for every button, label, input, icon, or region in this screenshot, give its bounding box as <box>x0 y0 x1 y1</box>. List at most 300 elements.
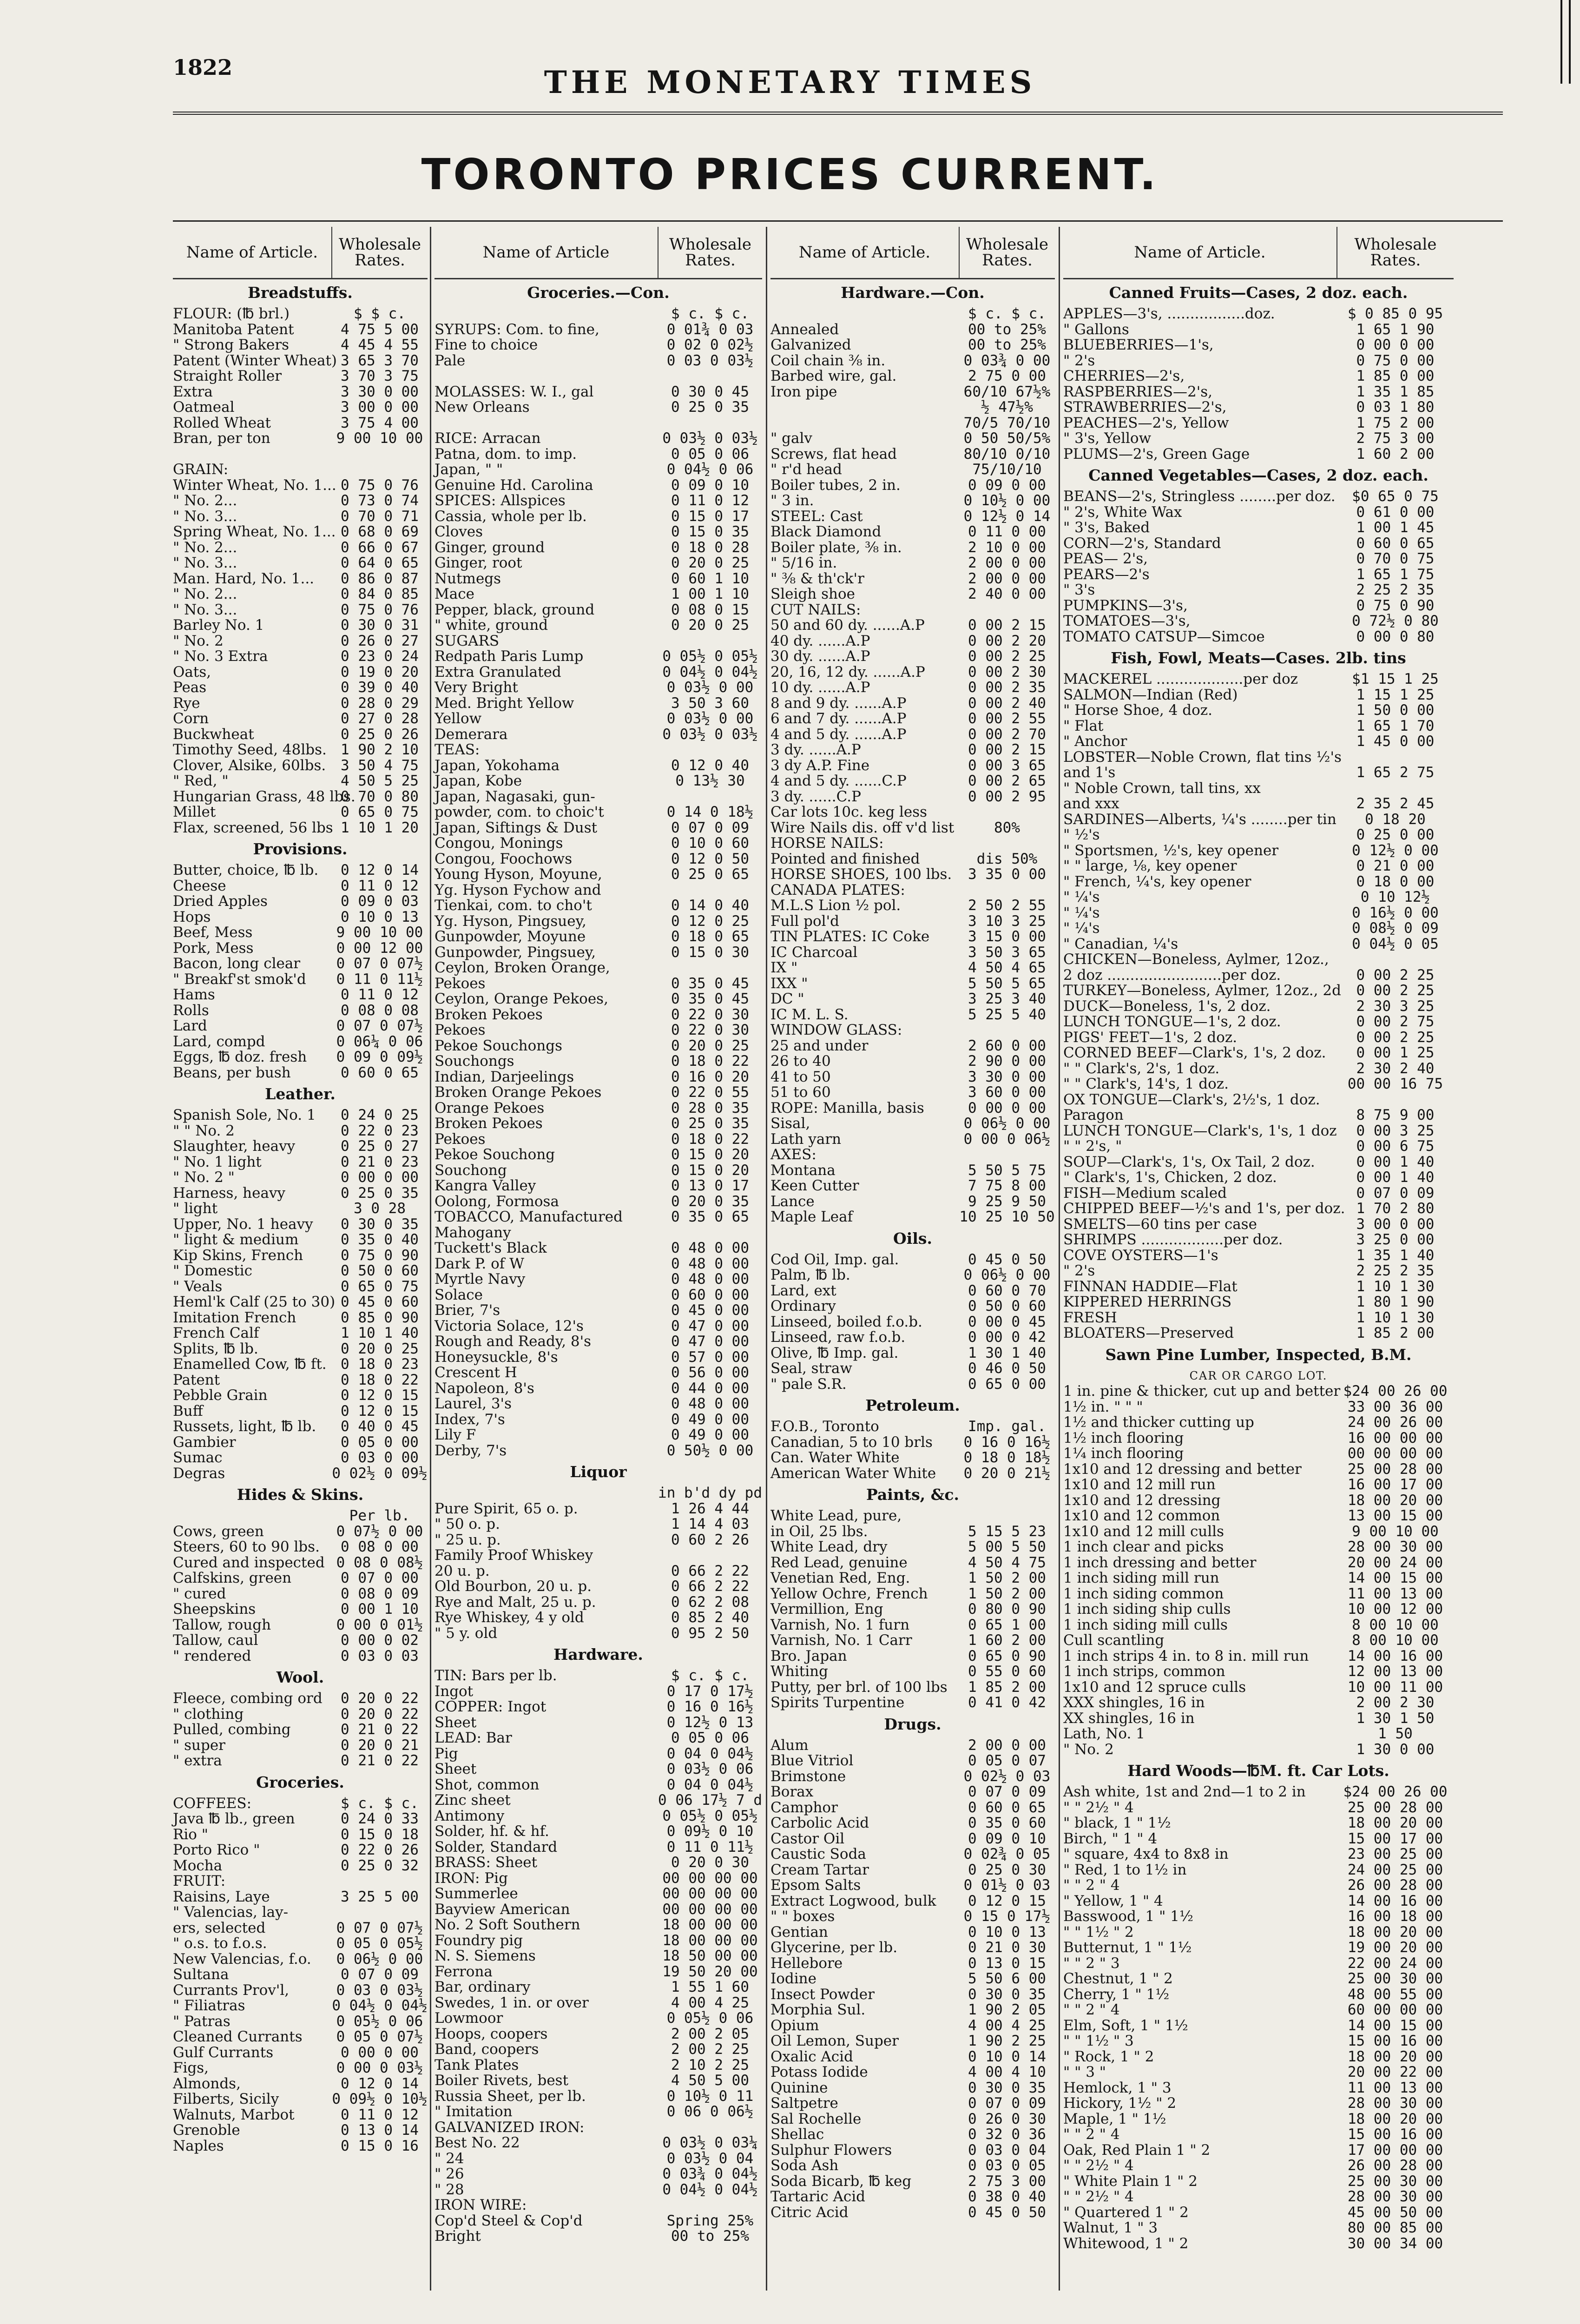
wholesale-rate: 0 55 0 60 <box>968 1663 1046 1680</box>
table-row <box>434 976 762 992</box>
wholesale-rate: 0 12 0 25 <box>671 912 749 930</box>
table-row <box>173 1586 428 1602</box>
table-row <box>173 416 428 431</box>
article-name: " " 2½ " 4 <box>1063 1799 1134 1816</box>
wholesale-rate: 9 25 9 50 <box>968 1193 1046 1210</box>
table-row <box>1063 999 1454 1015</box>
wholesale-rate: ½ 47½% <box>981 399 1033 416</box>
wholesale-rate: 2 00 0 00 <box>968 555 1046 571</box>
wholesale-rate: 0 17 0 17½ <box>666 1683 754 1700</box>
table-row <box>434 2089 762 2105</box>
article-name: Orange Pekoes <box>434 1099 545 1116</box>
article-name: Barley No. 1 <box>173 617 264 634</box>
wholesale-rate: 10 25 10 50 <box>959 1208 1055 1225</box>
article-name: Honeysuckle, 8's <box>434 1348 558 1366</box>
wholesale-rate: 0 07½ 0 00 <box>336 1523 423 1540</box>
table-row <box>173 353 428 369</box>
table-row <box>770 960 1055 976</box>
table-row <box>770 1070 1055 1085</box>
wholesale-rate: 0 08 0 09 <box>341 1585 419 1602</box>
article-name: Cop'd Steel & Cop'd <box>434 2212 583 2229</box>
article-name: Index, 7's <box>434 1411 505 1428</box>
article-name: " Horse Shoe, 4 doz. <box>1063 702 1212 719</box>
article-name: XXX shingles, 16 in <box>1063 1694 1205 1711</box>
article-name: Solder, hf. & hf. <box>434 1823 549 1840</box>
article-name: Opium <box>770 2017 819 2034</box>
table-row <box>173 1388 428 1404</box>
article-name: 1 inch siding common <box>1063 1585 1224 1602</box>
article-name: 1½ inch flooring <box>1063 1429 1184 1446</box>
table-row <box>1063 1586 1454 1602</box>
table-row <box>1063 431 1454 447</box>
wholesale-rate: 3 70 3 75 <box>341 368 419 384</box>
article-name: " No. 3 Extra <box>173 648 268 665</box>
table-row <box>1063 505 1454 521</box>
wholesale-rate: 0 13 0 14 <box>341 2122 419 2139</box>
wholesale-rate: 2 50 2 55 <box>968 897 1046 914</box>
section-heading <box>173 1664 428 1691</box>
table-row <box>173 1341 428 1357</box>
wholesale-rate: 0 00 2 20 <box>968 632 1046 649</box>
article-name: Laurel, 3's <box>434 1395 512 1412</box>
article-name: Seal, straw <box>770 1360 852 1377</box>
wholesale-rate: 16 00 17 00 <box>1347 1476 1443 1493</box>
article-name: 1 inch siding mill run <box>1063 1570 1219 1586</box>
article-name: Borax <box>770 1783 814 1800</box>
wholesale-rate: 0 03 1 80 <box>1356 399 1435 416</box>
wholesale-rate <box>959 883 1055 898</box>
article-name: powder, com. to choic't <box>434 804 604 820</box>
article-name: Nutmegs <box>434 570 501 587</box>
article-name: " " large, ⅛, key opener <box>1063 858 1237 874</box>
wholesale-rate: 0 75 0 00 <box>1356 352 1435 369</box>
table-row <box>1063 890 1454 905</box>
wholesale-rate: 0 00 2 95 <box>968 788 1046 805</box>
table-row <box>770 571 1055 587</box>
wholesale-rate: 0 14 0 18½ <box>666 804 754 820</box>
table-row <box>770 2158 1055 2174</box>
table-row <box>1063 952 1454 968</box>
wholesale-rate: 0 03½ 0 04 <box>666 2150 754 2167</box>
header-rates: Wholesale Rates. <box>658 227 762 279</box>
article-name: Brimstone <box>770 1768 846 1785</box>
wholesale-rate: 18 00 00 00 <box>662 1916 758 1933</box>
wholesale-rate: 0 20 0 25 <box>671 555 749 571</box>
table-row <box>770 634 1055 649</box>
table-row <box>1063 1045 1454 1061</box>
wholesale-rate: 0 24 0 33 <box>341 1810 419 1827</box>
table-row <box>434 1007 762 1023</box>
article-name: Extra <box>173 383 213 400</box>
table-row <box>770 509 1055 525</box>
wholesale-rate: 18 00 20 00 <box>1347 1815 1443 1831</box>
wholesale-rate: 3 25 5 00 <box>341 1888 419 1905</box>
table-row <box>1063 2096 1454 2112</box>
wholesale-rate: 1 65 1 75 <box>1356 566 1435 583</box>
article-name: " Anchor <box>1063 733 1127 750</box>
article-name: PEACHES—2's, Yellow <box>1063 414 1229 431</box>
wholesale-rate: 60/10 67½% <box>963 383 1051 400</box>
table-row <box>1063 1816 1454 1831</box>
wholesale-rate: 0 12 0 50 <box>671 850 749 867</box>
wholesale-rate: 0 60 0 00 <box>671 1286 749 1303</box>
table-row <box>770 1330 1055 1346</box>
table-row <box>1063 1108 1454 1123</box>
wholesale-rate: 0 18 0 22 <box>671 1130 749 1148</box>
article-name: Coil chain ⅜ in. <box>770 352 886 369</box>
table-row <box>1063 1539 1454 1555</box>
column-divider <box>430 227 431 2291</box>
table-row <box>434 462 762 478</box>
wholesale-rate: 3 15 0 00 <box>968 928 1046 945</box>
wholesale-rate: 18 00 00 00 <box>662 1932 758 1949</box>
wholesale-rate: 0 10 0 14 <box>968 2048 1046 2065</box>
table-row <box>434 2058 762 2073</box>
table-row <box>434 2135 762 2151</box>
table-row <box>1063 1602 1454 1618</box>
table-row <box>434 416 762 431</box>
article-name: Potass Iodide <box>770 2064 868 2080</box>
table-row <box>1063 1326 1454 1341</box>
wholesale-rate: 0 04½ 0 04½ <box>332 1997 428 2014</box>
wholesale-rate: 0 47 0 00 <box>671 1317 749 1334</box>
article-name: Bran, per ton <box>173 430 270 447</box>
table-row <box>173 665 428 680</box>
table-row <box>1063 1925 1454 1941</box>
article-name: " 3 in. <box>770 492 814 509</box>
table-row <box>434 306 762 322</box>
article-name: " No. 2... <box>173 492 237 509</box>
article-name: " 26 <box>434 2166 464 2182</box>
wholesale-rate: 4 50 5 25 <box>341 772 419 789</box>
table-row <box>1063 536 1454 552</box>
table-row <box>1063 2158 1454 2174</box>
article-name: PEARS—2's <box>1063 566 1150 583</box>
header-rates: Wholesale Rates. <box>332 227 428 279</box>
table-row <box>173 1279 428 1295</box>
article-name: Raisins, Laye <box>173 1888 270 1905</box>
article-name: Pig <box>434 1745 458 1762</box>
article-name: 30 dy. ......A.P <box>770 648 870 665</box>
table-row <box>1063 1847 1454 1862</box>
article-name: Lard <box>173 1017 207 1034</box>
table-row <box>770 929 1055 945</box>
wholesale-rate: 00 00 00 00 <box>1347 1445 1443 1462</box>
wholesale-rate: 0 00 0 00 <box>341 1169 419 1186</box>
wholesale-rate: 0 75 0 90 <box>341 1247 419 1264</box>
table-row <box>1063 2049 1454 2065</box>
article-name: " " 2 " 3 <box>1063 1954 1120 1972</box>
section-note-text: CAR OR CARGO LOT. <box>1189 1369 1328 1382</box>
table-row <box>434 571 762 587</box>
wholesale-rate: 30 00 34 00 <box>1347 2235 1443 2252</box>
article-name: Victoria Solace, 12's <box>434 1317 584 1334</box>
table-row <box>173 1123 428 1139</box>
wholesale-rate: 0 25 0 35 <box>671 1115 749 1132</box>
wholesale-rate: 70/5 70/10 <box>963 414 1051 431</box>
table-row <box>770 322 1055 338</box>
wholesale-rate: 0 06½ 0 00 <box>963 1115 1051 1132</box>
article-name: Hoops, coopers <box>434 2025 548 2042</box>
table-row <box>434 2042 762 2058</box>
article-name: Shot, common <box>434 1776 540 1793</box>
article-name: 3 dy. ......A.P <box>770 741 861 758</box>
table-row <box>1063 1680 1454 1696</box>
table-row <box>434 836 762 852</box>
article-name: Porto Rico " <box>173 1842 260 1858</box>
wholesale-rate: 0 70 0 75 <box>1356 550 1435 567</box>
wholesale-rate: 0 38 0 40 <box>968 2188 1046 2205</box>
wholesale-rate: 0 00 1 40 <box>1356 1169 1435 1186</box>
article-name: Hops <box>173 908 211 925</box>
table-row <box>173 1738 428 1754</box>
column-divider <box>766 227 767 2291</box>
wholesale-rate: 0 11 0 12 <box>341 877 419 894</box>
header-rates: Wholesale Rates. <box>959 227 1055 279</box>
wholesale-rate: 0 10 0 60 <box>671 835 749 852</box>
wholesale-rate: 15 00 16 00 <box>1347 2033 1443 2049</box>
table-row <box>173 1633 428 1649</box>
table-row <box>434 1684 762 1700</box>
article-name: Swedes, 1 in. or over <box>434 1994 589 2011</box>
article-name: IXX " <box>770 975 808 992</box>
wholesale-rate: 19 00 20 00 <box>1347 1939 1443 1956</box>
table-row <box>173 1248 428 1264</box>
table-row <box>173 1419 428 1435</box>
section-title: Hardware. <box>553 1645 643 1664</box>
article-name: " No. 2... <box>173 539 237 556</box>
article-name: Can. Water White <box>770 1449 900 1466</box>
article-name: 51 to 60 <box>770 1084 831 1101</box>
table-row <box>434 2120 762 2136</box>
wholesale-rate: 0 15 0 17 <box>671 508 749 525</box>
wholesale-rate: 0 12 0 14 <box>341 862 419 878</box>
section-heading <box>770 1481 1055 1508</box>
article-name: New Orleans <box>434 399 530 416</box>
article-name: 6 and 7 dy. ......A.P <box>770 710 907 727</box>
table-row <box>434 1163 762 1179</box>
table-row <box>1063 1742 1454 1758</box>
wholesale-rate <box>959 1147 1055 1163</box>
table-row <box>173 941 428 957</box>
table-row <box>770 1602 1055 1618</box>
wholesale-rate: 0 00 0 00 <box>341 2044 419 2061</box>
wholesale-rate: 4 50 5 00 <box>671 2072 749 2089</box>
section-title: Canned Fruits—Cases, 2 doz. each. <box>1109 284 1408 302</box>
article-name: Steers, 60 to 90 lbs. <box>173 1538 320 1555</box>
table-row <box>770 602 1055 618</box>
wholesale-rate: 1 15 1 25 <box>1356 686 1435 703</box>
wholesale-rate: 0 18 0 00 <box>1356 873 1435 890</box>
article-name: and 1's <box>1063 764 1116 781</box>
section-heading <box>434 1459 762 1486</box>
article-name: Basswood, 1 " 1½ <box>1063 1908 1193 1925</box>
article-name: Tienkai, com. to cho't <box>434 897 592 914</box>
table-row <box>434 1023 762 1038</box>
article-name: LEAD: Bar <box>434 1730 512 1746</box>
article-name: Linseed, raw f.o.b. <box>770 1329 906 1346</box>
wholesale-rate <box>658 1225 762 1241</box>
table-row <box>434 1178 762 1194</box>
header-name: Name of Article. <box>173 227 332 279</box>
table-row <box>1063 306 1454 322</box>
table-row <box>770 1194 1055 1210</box>
wholesale-rate: 0 03 0 03½ <box>336 1981 423 1999</box>
wholesale-rate: 0 03½ 0 03½ <box>662 726 758 743</box>
wholesale-rate: 0 18 20 <box>1365 811 1426 828</box>
table-row <box>770 2018 1055 2034</box>
article-name: 1 inch siding ship culls <box>1063 1601 1231 1618</box>
table-row <box>173 2060 428 2076</box>
wholesale-rate: 0 00 2 70 <box>968 726 1046 743</box>
wholesale-rate: 0 60 2 26 <box>671 1531 749 1548</box>
article-name: Almonds, <box>173 2075 241 2092</box>
table-row <box>173 1263 428 1279</box>
article-name: Figs, <box>173 2060 209 2076</box>
wholesale-rate: 0 80 0 90 <box>968 1601 1046 1618</box>
table-row <box>770 742 1055 758</box>
article-name: Olive, ℔ Imp. gal. <box>770 1344 899 1361</box>
article-name: Canadian, 5 to 10 brls <box>770 1433 933 1451</box>
article-name: Morphia Sul. <box>770 2001 866 2018</box>
table-row <box>770 1268 1055 1283</box>
table-row <box>1063 1956 1454 1972</box>
article-name: Japan, Yokohama <box>434 757 560 774</box>
wholesale-rate: 13 00 15 00 <box>1347 1507 1443 1524</box>
article-name: " ⅜ & th'ck'r <box>770 570 864 587</box>
table-row <box>434 1350 762 1366</box>
wholesale-rate: 0 04 0 04½ <box>666 1745 754 1762</box>
wholesale-rate: 0 00 2 25 <box>1356 1029 1435 1046</box>
wholesale-rate: 0 11 0 11½ <box>666 1838 754 1855</box>
article-name: Ordinary <box>770 1298 836 1314</box>
article-name: Sheet <box>434 1761 477 1777</box>
table-row <box>1063 400 1454 416</box>
wholesale-rate <box>1337 781 1454 797</box>
article-name: Full pol'd <box>770 912 839 930</box>
wholesale-rate: 0 24 0 25 <box>341 1107 419 1123</box>
wholesale-rate: 2 00 2 25 <box>671 2041 749 2058</box>
wholesale-rate: 0 60 0 65 <box>1356 535 1435 552</box>
wholesale-rate: 8 00 10 00 <box>1352 1616 1439 1633</box>
table-row <box>1063 2174 1454 2190</box>
wholesale-rate: 5 50 5 65 <box>968 975 1046 992</box>
table-row <box>173 1065 428 1081</box>
table-row <box>1063 1155 1454 1170</box>
section-title: Hard Woods—℔M. ft. Car Lots. <box>1127 1762 1389 1780</box>
article-name: " 3's, Baked <box>1063 519 1150 536</box>
table-row <box>770 1940 1055 1956</box>
article-name: Yellow Ochre, French <box>770 1585 928 1602</box>
table-row <box>770 1539 1055 1555</box>
article-name: Man. Hard, No. 1... <box>173 570 315 587</box>
article-name: Broken Orange Pekoes <box>434 1084 602 1101</box>
table-row <box>173 1691 428 1707</box>
wholesale-rate: 0 18 0 65 <box>671 928 749 945</box>
article-name: Camphor <box>770 1799 838 1816</box>
wholesale-rate: 0 21 0 23 <box>341 1153 419 1170</box>
table-row <box>173 2045 428 2061</box>
wholesale-rate: 0 68 0 69 <box>341 523 419 540</box>
article-name: " Gallons <box>1063 321 1129 338</box>
wholesale-rate: 0 11 0 12 <box>341 986 419 1003</box>
article-name: " clothing <box>173 1705 244 1723</box>
table-row <box>173 894 428 910</box>
article-name: Whiting <box>770 1663 828 1680</box>
article-name: Chestnut, 1 " 2 <box>1063 1970 1173 1987</box>
article-name: 1½ and thicker cutting up <box>1063 1414 1254 1431</box>
article-name: Calfskins, green <box>173 1570 292 1586</box>
wholesale-rate: 0 03 0 03 <box>341 1647 419 1664</box>
section-title: Hides & Skins. <box>237 1486 364 1504</box>
wholesale-rate: 3 35 0 00 <box>968 866 1046 883</box>
article-name: Elm, Soft, 1 " 1½ <box>1063 2017 1188 2034</box>
article-name: in Oil, 25 lbs. <box>770 1523 868 1540</box>
table-row <box>770 773 1055 789</box>
article-name: Rolls <box>173 1002 209 1019</box>
wholesale-rate: 0 07 0 09 <box>671 819 749 836</box>
table-row <box>434 369 762 384</box>
wholesale-rate: 0 11 0 00 <box>968 523 1046 540</box>
article-name: Sultana <box>173 1966 229 1983</box>
wholesale-rate: 1 50 2 00 <box>968 1585 1046 1602</box>
wholesale-rate: 1 90 2 05 <box>968 2001 1046 2018</box>
article-name: SUGARS <box>434 632 500 649</box>
article-name: Black Diamond <box>770 523 882 540</box>
wholesale-rate: 0 05 0 00 <box>341 1433 419 1451</box>
table-row <box>770 462 1055 478</box>
article-name: Congou, Monings <box>434 835 563 852</box>
article-name: Tank Plates <box>434 2056 519 2073</box>
wholesale-rate: 1 35 1 40 <box>1356 1247 1435 1264</box>
table-row <box>770 1753 1055 1769</box>
table-row <box>173 820 428 836</box>
wholesale-rate: 0 30 0 35 <box>341 1215 419 1233</box>
article-name: Peas <box>173 679 207 696</box>
article-name: Degras <box>173 1465 225 1482</box>
article-name: " " Clark's, 2's, 1 doz. <box>1063 1060 1220 1077</box>
table-row <box>770 369 1055 384</box>
table-row <box>173 1539 428 1555</box>
article-name: 1 inch siding mill culls <box>1063 1616 1228 1633</box>
table-row <box>434 353 762 369</box>
wholesale-rate <box>658 2120 762 2136</box>
table-row <box>173 1811 428 1827</box>
wholesale-rate: 0 05 0 07 <box>968 1752 1046 1769</box>
table-row <box>770 478 1055 494</box>
article-name: Straight Roller <box>173 368 282 384</box>
wholesale-rate: 10 00 11 00 <box>1347 1678 1443 1696</box>
table-row <box>173 462 428 478</box>
table-row <box>770 1633 1055 1649</box>
wholesale-rate: $0 65 0 75 <box>1352 488 1439 505</box>
article-name: RASPBERRIES—2's, <box>1063 383 1213 400</box>
article-name: Flax, screened, 56 lbs <box>173 819 333 836</box>
wholesale-rate <box>1337 1092 1454 1108</box>
wholesale-rate: 0 00 0 45 <box>968 1313 1046 1330</box>
wholesale-rate: 0 22 0 55 <box>671 1084 749 1101</box>
table-row <box>173 1618 428 1633</box>
table-row <box>770 696 1055 712</box>
article-name: " Clark's, 1's, Chicken, 2 doz. <box>1063 1169 1277 1186</box>
article-name: 1x10 and 12 mill culls <box>1063 1523 1224 1540</box>
table-row <box>434 1777 762 1793</box>
wholesale-rate: 3 50 3 60 <box>671 694 749 712</box>
wholesale-rate: 0 07 0 09 <box>1356 1184 1435 1202</box>
wholesale-rate: 80% <box>994 819 1020 836</box>
table-row <box>1063 322 1454 338</box>
article-name: Bacon, long clear <box>173 955 301 972</box>
